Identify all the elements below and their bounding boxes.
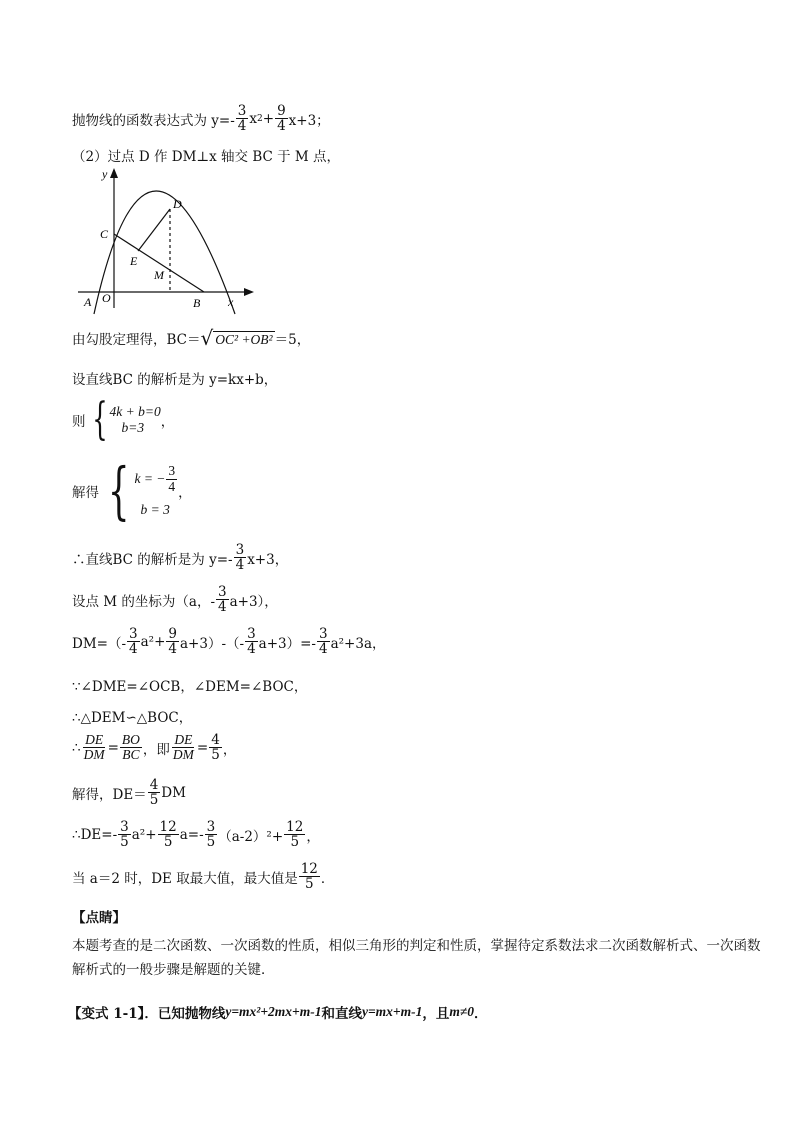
variant-problem-heading: 【变式 1-1】．已知抛物线 y=mx²+2mx+m-1 和直线 y=mx+m-1 ，且 m≠0 ． bbox=[68, 1004, 488, 1022]
equation-system-1: 则 { 4k + b=0 b=3 ， bbox=[72, 394, 175, 445]
pythagoras-line: 由勾股定理得，BC＝ √ OC² +OB² ＝5， bbox=[72, 326, 311, 350]
fraction: $\frac{9}{4}$ bbox=[277, 103, 286, 135]
label-c: C bbox=[100, 227, 109, 241]
line-bc bbox=[114, 234, 204, 292]
point-m-coords: 设点 M 的坐标为（a，- $\frac{3}{4}$ a+3）， bbox=[72, 584, 278, 616]
line-bc-result: ∴直线BC 的解析是为 y=- $\frac{3}{4}$ x+3， bbox=[72, 542, 289, 574]
de-solve: 解得，DE＝ $\frac{4}{5}$ DM bbox=[72, 777, 186, 809]
comment-heading: 【点睛】 bbox=[72, 910, 126, 926]
max-value-line: 当 a＝2 时，DE 取最大值，最大值是 $\frac{12}{5}$ ． bbox=[72, 861, 335, 893]
part2-heading: （2）过点 D 作 DM⊥x 轴交 BC 于 M 点， bbox=[72, 149, 341, 165]
label-y: y bbox=[102, 168, 108, 181]
label-b: B bbox=[193, 296, 201, 310]
label-e: E bbox=[130, 254, 138, 268]
angle-equality: ∵∠DME=∠OCB，∠DEM=∠BOC， bbox=[72, 679, 308, 695]
square-root: √ OC² +OB² bbox=[200, 326, 273, 350]
fraction: $\frac{3}{4}$ bbox=[237, 103, 247, 135]
x-axis-arrow bbox=[244, 288, 254, 296]
equation-system-2: 解得 { k = − $\frac{3}{4}$ b = 3 ， bbox=[72, 454, 192, 527]
parabola-expression-line: 抛物线的函数表达式为 y=- $\frac{3}{4}$ x 2 + $\frac{9}{4}$ x+3； bbox=[72, 103, 330, 135]
segment-de bbox=[138, 209, 170, 251]
similar-triangles: ∴△DEM∽△BOC， bbox=[72, 710, 193, 726]
parabola-curve bbox=[94, 191, 235, 314]
label-m: M bbox=[154, 268, 164, 282]
label-x: x bbox=[228, 295, 234, 309]
de-expression: ∴DE=- $\frac{3}{5}$ a²+ $\frac{12}{5}$ a=- $\frac{3}{5}$ （a-2）²+ $\frac{12}{5}$ ， bbox=[72, 819, 320, 851]
ratio-line: ∴ $\frac{DE}{DM}$ = $\frac{BO}{BC}$ ，即 $\frac{DE}{DM}$ = $\frac{4}{5}$ ， bbox=[72, 732, 237, 764]
dm-expression: DM=（- $\frac{3}{4}$ a²+ $\frac{9}{4}$ a+3）-（- $\frac{3}{4}$ a+3）=- $\frac{3}{4}$ a²+3a， bbox=[72, 626, 386, 658]
label-a: A bbox=[84, 295, 92, 309]
y-axis-arrow bbox=[110, 168, 118, 178]
label-d: D bbox=[173, 197, 182, 211]
label-o: O bbox=[102, 291, 111, 305]
comment-paragraph: 本题考查的是二次函数、一次函数的性质，相似三角形的判定和性质，掌握待定系数法求二次函数解析式、一次函数解析式的一般步骤是解题的关键． bbox=[72, 938, 761, 978]
parabola-figure bbox=[78, 168, 268, 318]
line-bc-setup: 设直线BC 的解析是为 y=kx+b， bbox=[72, 372, 278, 388]
